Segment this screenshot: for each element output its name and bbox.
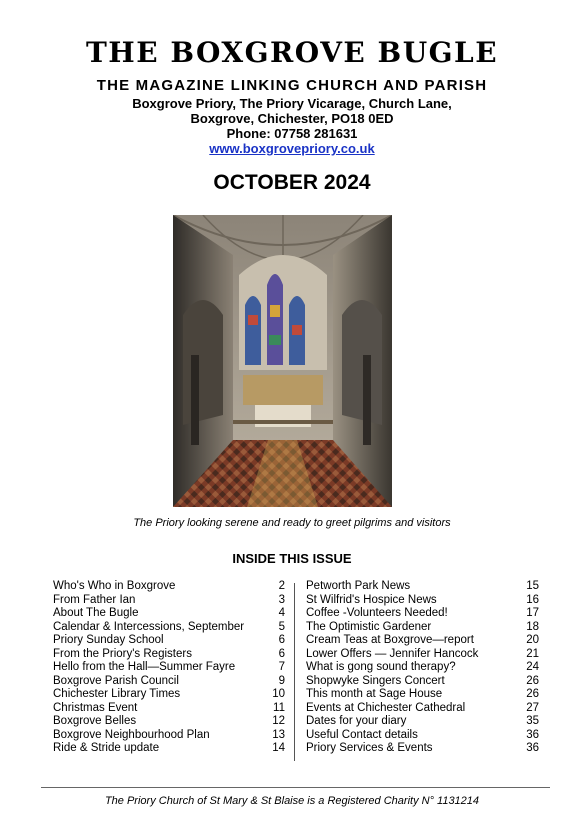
photo-caption: The Priory looking serene and ready to greet pilgrims and visitors — [133, 517, 451, 529]
contents-item-title: The Optimistic Gardener — [306, 620, 432, 633]
contents-item-page: 10 — [272, 688, 285, 700]
contents-item-page: 2 — [278, 580, 285, 592]
contents-item-page: 36 — [526, 742, 539, 754]
contents-item — [53, 715, 285, 729]
contents-item — [306, 702, 539, 716]
contents-item-title: Events at Chichester Cathedral — [306, 701, 466, 714]
footer-rule — [41, 787, 550, 788]
contents-item — [53, 742, 285, 756]
contents-item — [53, 594, 285, 608]
contents-item — [306, 661, 539, 675]
contents-item-title: Chichester Library Times — [53, 688, 181, 700]
contents-item-title: Boxgrove Neighbourhood Plan — [53, 728, 210, 741]
contents-item-title: About The Bugle — [53, 607, 139, 619]
address-line-1: Boxgrove Priory, The Priory Vicarage, Church Lane, — [132, 96, 452, 111]
contents-item-page: 17 — [526, 607, 539, 619]
magazine-title: THE BOXGROVE BUGLE — [85, 36, 499, 69]
contents-item — [53, 634, 285, 648]
contents-item-page: 13 — [272, 728, 285, 741]
contents-item-page: 27 — [526, 701, 539, 714]
contents-item-title: Priory Sunday School — [53, 634, 164, 646]
priory-interior-photo — [173, 215, 392, 507]
contents-item-title: Boxgrove Parish Council — [53, 674, 179, 687]
contents-item-page: 9 — [278, 674, 285, 687]
contents-item — [306, 607, 539, 621]
contents-item-page: 11 — [273, 701, 285, 714]
contents-item-page: 24 — [526, 661, 539, 673]
contents-item-page: 15 — [526, 580, 539, 592]
contents-item-title: Shopwyke Singers Concert — [306, 674, 445, 687]
contents-item-title: Dates for your diary — [306, 715, 407, 727]
contents-item-title: Boxgrove Belles — [53, 715, 137, 727]
contents-item-title: Christmas Event — [53, 701, 138, 714]
contents-item-page: 3 — [278, 593, 285, 606]
contents-item-page: 12 — [272, 715, 285, 727]
contents-item-page: 18 — [526, 620, 539, 633]
contents-item — [306, 594, 539, 608]
contents-item-page: 36 — [526, 728, 539, 741]
contents-item-title: St Wilfrid's Hospice News — [306, 593, 437, 606]
contents-item-page: 26 — [526, 674, 539, 687]
charity-footer: The Priory Church of St Mary & St Blaise is a Registered Charity N° 1131214 — [104, 795, 480, 807]
contents-item — [306, 688, 539, 702]
address-line-2: Boxgrove, Chichester, PO18 0ED — [190, 111, 394, 126]
contents-item-title: What is gong sound therapy? — [306, 661, 456, 673]
contents-item-page: 6 — [278, 647, 285, 660]
contents-item-title: Who's Who in Boxgrove — [53, 580, 176, 592]
issue-date: OCTOBER 2024 — [213, 171, 371, 194]
contents-item — [53, 688, 285, 702]
contents-item-title: Useful Contact details — [306, 728, 418, 741]
contents-item-title: This month at Sage House — [306, 688, 443, 700]
contents-item — [53, 729, 285, 743]
contents-right-column — [306, 580, 539, 756]
contents-item-title: From the Priory's Registers — [53, 647, 192, 660]
contents-item — [306, 621, 539, 635]
contents-item-page: 26 — [526, 688, 539, 700]
column-divider — [294, 583, 295, 761]
contents-item — [53, 702, 285, 716]
contents-item — [306, 742, 539, 756]
contents-item-title: Lower Offers — Jennifer Hancock — [306, 647, 479, 660]
contents-item-title: From Father Ian — [53, 593, 136, 606]
contents-item-page: 6 — [278, 634, 285, 646]
phone-number: Phone: 07758 281631 — [226, 126, 358, 141]
contents-item-title: Hello from the Hall—Summer Fayre — [53, 661, 236, 673]
contents-item — [306, 580, 539, 594]
contents-item-page: 20 — [526, 634, 539, 646]
contents-left-column — [53, 580, 285, 756]
contents-item — [53, 661, 285, 675]
contents-item-page: 21 — [526, 647, 539, 660]
website-link[interactable]: www.boxgrovepriory.co.uk — [209, 141, 375, 156]
magazine-subtitle: THE MAGAZINE LINKING CHURCH AND PARISH — [96, 77, 488, 94]
contents-item — [53, 607, 285, 621]
contents-item-title: Coffee -Volunteers Needed! — [306, 607, 448, 619]
contents-item — [306, 634, 539, 648]
contents-item-title: Petworth Park News — [306, 580, 411, 592]
contents-item — [53, 580, 285, 594]
contents-item-page: 16 — [526, 593, 539, 606]
contents-item — [53, 621, 285, 635]
contents-item-page: 14 — [272, 742, 285, 754]
contents-item — [306, 729, 539, 743]
contents-item-title: Ride & Stride update — [53, 742, 160, 754]
contents-item-title: Priory Services & Events — [306, 742, 433, 754]
contents-item — [306, 675, 539, 689]
contents-item-page: 4 — [278, 607, 285, 619]
contents-item-page: 35 — [526, 715, 539, 727]
contents-heading: INSIDE THIS ISSUE — [232, 551, 352, 566]
contents-item — [306, 648, 539, 662]
contents-item — [53, 648, 285, 662]
contents-item — [53, 675, 285, 689]
contents-item-title: Calendar & Intercessions, September — [53, 620, 245, 633]
contents-item-title: Cream Teas at Boxgrove—report — [306, 634, 474, 646]
contents-item — [306, 715, 539, 729]
contents-item-page: 5 — [278, 620, 285, 633]
contents-item-page: 7 — [278, 661, 285, 673]
